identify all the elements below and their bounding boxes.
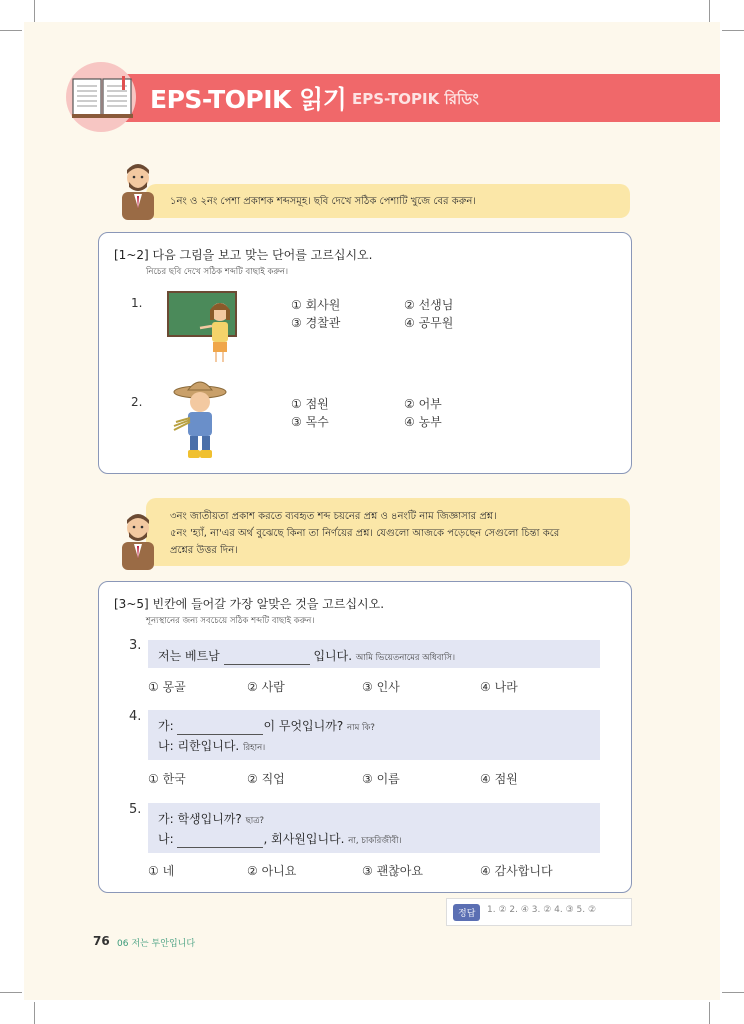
option-2[interactable]: ② 선생님 bbox=[404, 298, 454, 312]
bengali-translation: রিহান। bbox=[243, 743, 266, 753]
option-4[interactable]: ④ 농부 bbox=[404, 415, 442, 429]
crop-mark bbox=[0, 30, 22, 31]
section2-subtitle: শূন্যস্থানের জন্য সবচেয়ে সঠিক শব্দটি বাছাই করুন। bbox=[146, 616, 315, 626]
question-4-line-2 bbox=[158, 737, 265, 755]
question-5-line-2 bbox=[158, 830, 402, 848]
option-2[interactable]: ② 어부 bbox=[404, 397, 442, 411]
answer-key bbox=[446, 898, 632, 926]
bengali-translation: আমি ভিয়েতনামের অধিবাসি। bbox=[355, 653, 456, 663]
question-number: 2. bbox=[131, 395, 143, 409]
crop-mark bbox=[34, 0, 35, 22]
option-1[interactable]: ① 네 bbox=[148, 864, 175, 878]
option-4[interactable]: ④ 나라 bbox=[480, 680, 518, 694]
sentence-text: 가: 학생입니까? bbox=[158, 812, 242, 826]
option-1[interactable]: ① 몽골 bbox=[148, 680, 186, 694]
option-3[interactable]: ③ 이름 bbox=[362, 772, 400, 786]
question-3-sentence bbox=[158, 647, 455, 665]
instruction-line-1: ৩নং জাতীয়তা প্রকাশ করতে ব্যবহৃত শব্দ চয়নের প্রশ্ন ও ৪নংটি নাম জিজ্ঞাসার প্রশ্ন। bbox=[170, 511, 497, 522]
bengali-translation: না, চাকরিজীবী। bbox=[348, 836, 402, 846]
question-number: 4. bbox=[129, 709, 142, 724]
question-number: 5. bbox=[129, 802, 142, 817]
option-4[interactable]: ④ 감사합니다 bbox=[480, 864, 553, 878]
teacher-blackboard-image bbox=[166, 290, 242, 364]
option-4[interactable]: ④ 점원 bbox=[480, 772, 518, 786]
crop-mark bbox=[34, 1002, 35, 1024]
sentence-text: 나: 리한입니다. bbox=[158, 739, 240, 753]
crop-mark bbox=[709, 1002, 710, 1024]
question-5-line-1 bbox=[158, 810, 264, 828]
answer-key-text: 1. ② 2. ④ 3. ② 4. ③ 5. ② bbox=[487, 905, 597, 915]
option-2[interactable]: ② 직업 bbox=[247, 772, 285, 786]
crop-mark bbox=[722, 30, 744, 31]
bengali-translation: ছাত্র? bbox=[245, 816, 264, 826]
option-3[interactable]: ③ 경찰관 bbox=[291, 316, 341, 330]
header-title: EPS-TOPIK 읽기 bbox=[150, 85, 347, 114]
option-3[interactable]: ③ 목수 bbox=[291, 415, 329, 429]
section2-title: [3~5] 빈칸에 들어갈 가장 알맞은 것을 고르십시오. bbox=[114, 597, 385, 611]
header-subtitle: EPS-TOPIK রিডিং bbox=[352, 90, 479, 108]
instruction-line-3: প্রশ্নের উত্তর দিন। bbox=[170, 545, 238, 556]
speaker-label: 가: bbox=[158, 719, 174, 733]
sentence-text: 저는 베트남 bbox=[158, 649, 220, 663]
teacher-illustration bbox=[114, 158, 162, 220]
speaker-label: 나: bbox=[158, 832, 174, 846]
book-icon bbox=[72, 76, 134, 120]
option-4[interactable]: ④ 공무원 bbox=[404, 316, 454, 330]
teacher-illustration bbox=[114, 508, 162, 570]
crop-mark bbox=[0, 992, 22, 993]
sentence-text: , 회사원입니다. bbox=[263, 832, 345, 846]
option-1[interactable]: ① 한국 bbox=[148, 772, 186, 786]
section1-title: [1~2] 다음 그림을 보고 맞는 단어를 고르십시오. bbox=[114, 248, 373, 262]
sentence-text: 이 무엇입니까? bbox=[263, 719, 344, 733]
question-4-line-1 bbox=[158, 717, 375, 735]
option-1[interactable]: ① 점원 bbox=[291, 397, 329, 411]
section1-subtitle: নিচের ছবি দেখে সঠিক শব্দটি বাছাই করুন। bbox=[146, 267, 289, 277]
option-3[interactable]: ③ 괜찮아요 bbox=[362, 864, 423, 878]
chapter-title: 06 저는 투안입니다 bbox=[117, 939, 196, 949]
instruction-line-2: ৫নং 'হ্যাঁ, না'এর অর্থ বুঝেছে কিনা তা নির্ণয়ের প্রশ্ন। যেগুলো আজকে পড়েছেন সেগুলো চিন্তা করে bbox=[170, 528, 560, 539]
blank bbox=[224, 664, 310, 665]
answer-key-label: 정답 bbox=[453, 904, 480, 921]
option-1[interactable]: ① 회사원 bbox=[291, 298, 341, 312]
instruction-bubble-1 bbox=[146, 184, 630, 218]
bengali-translation: নাম কি? bbox=[347, 723, 375, 733]
question-number: 3. bbox=[129, 638, 142, 653]
instruction-text: ১নং ও ২নং পেশা প্রকাশক শব্দসমূহ। ছবি দেখে সঠিক পেশাটি খুজে বের করুন। bbox=[170, 196, 476, 207]
option-3[interactable]: ③ 인사 bbox=[362, 680, 400, 694]
sentence-text: 입니다. bbox=[313, 649, 353, 663]
farmer-image bbox=[170, 376, 230, 460]
option-2[interactable]: ② 아니요 bbox=[247, 864, 297, 878]
blank bbox=[177, 847, 263, 848]
question-number: 1. bbox=[131, 296, 143, 310]
crop-mark bbox=[722, 992, 744, 993]
option-2[interactable]: ② 사람 bbox=[247, 680, 285, 694]
crop-mark bbox=[709, 0, 710, 22]
instruction-bubble-2 bbox=[146, 498, 630, 566]
page-number: 76 bbox=[93, 934, 110, 948]
blank bbox=[177, 734, 263, 735]
